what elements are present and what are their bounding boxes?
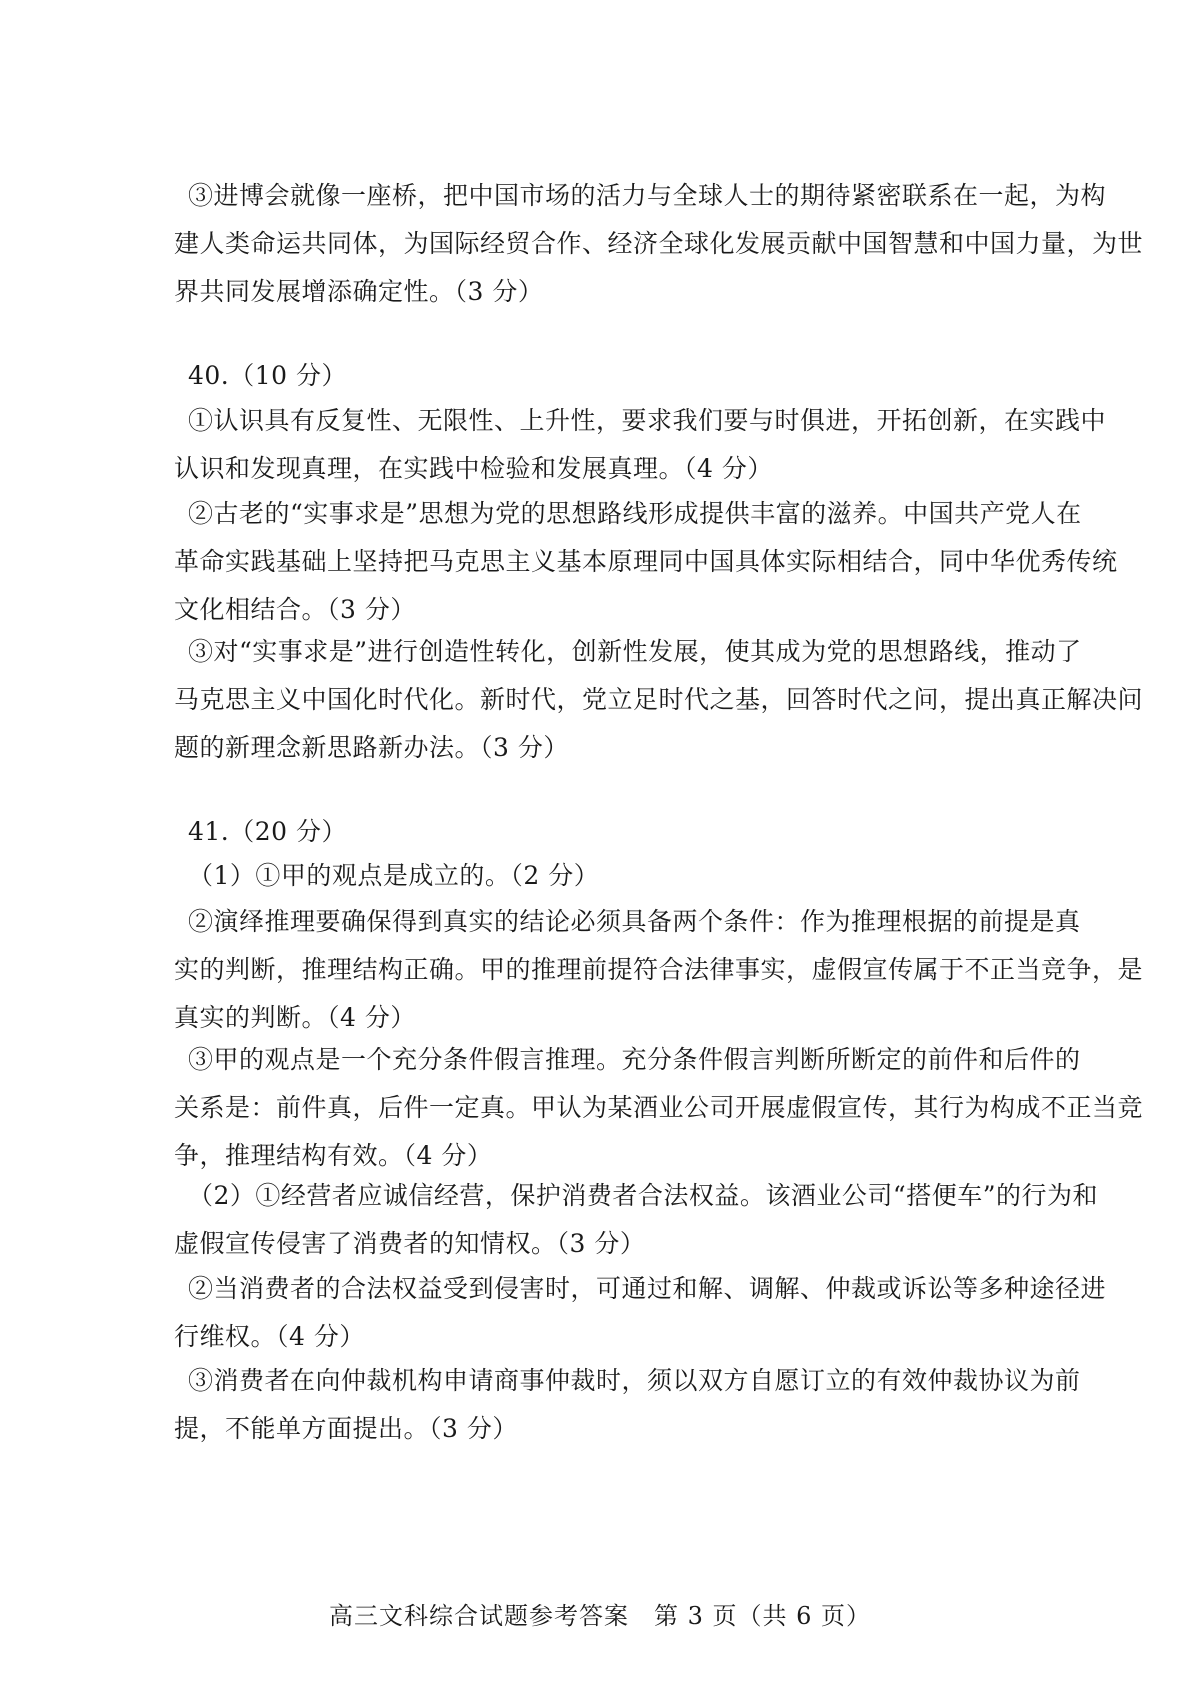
text-line: 文化相结合。（3 分） — [174, 595, 416, 624]
text-line: ③甲的观点是一个充分条件假言推理。充分条件假言判断所断定的前件和后件的 — [188, 1045, 1081, 1074]
question-41-heading: 41.（20 分） — [188, 817, 348, 846]
answer-41-1-point-2 — [174, 898, 1144, 1042]
text-line: 真实的判断。（4 分） — [174, 1003, 416, 1032]
answer-41-2-point-3 — [174, 1357, 1081, 1453]
text-line: 关系是：前件真，后件一定真。甲认为某酒业公司开展虚假宣传，其行为构成不正当竞 — [174, 1093, 1144, 1122]
answer-41-2-point-2 — [174, 1265, 1107, 1361]
text-line: （2）①经营者应诚信经营，保护消费者合法权益。该酒业公司“搭便车”的行为和 — [188, 1181, 1098, 1210]
text-line: 实的判断，推理结构正确。甲的推理前提符合法律事实，虚假宣传属于不正当竞争，是 — [174, 955, 1144, 984]
text-line: ③消费者在向仲裁机构申请商事仲裁时，须以双方自愿订立的有效仲裁协议为前 — [188, 1366, 1081, 1395]
answer-40-point-2 — [174, 490, 1118, 634]
page-footer: 高三文科综合试题参考答案 第 3 页（共 6 页） — [328, 1602, 872, 1630]
text-line: （1）①甲的观点是成立的。（2 分） — [188, 861, 600, 890]
text-line: 革命实践基础上坚持把马克思主义基本原理同中国具体实际相结合，同中华优秀传统 — [174, 547, 1118, 576]
answer-41-1-point-3 — [174, 1036, 1144, 1180]
text-line: 建人类命运共同体，为国际经贸合作、经济全球化发展贡献中国智慧和中国力量，为世 — [174, 229, 1144, 258]
answer-40-point-1 — [174, 397, 1107, 493]
text-line: ②古老的“实事求是”思想为党的思想路线形成提供丰富的滋养。中国共产党人在 — [188, 499, 1082, 528]
question-40-heading: 40.（10 分） — [188, 361, 348, 390]
text-line: 争，推理结构有效。（4 分） — [174, 1141, 493, 1170]
answer-41-1-point-1 — [174, 852, 1074, 900]
text-line: 界共同发展增添确定性。（3 分） — [174, 277, 544, 306]
text-line: ①认识具有反复性、无限性、上升性，要求我们要与时俱进，开拓创新，在实践中 — [188, 406, 1107, 435]
text-line: 马克思主义中国化时代化。新时代，党立足时代之基，回答时代之问，提出真正解决问 — [174, 685, 1144, 714]
text-line: 行维权。（4 分） — [174, 1322, 365, 1351]
text-line: ③进博会就像一座桥，把中国市场的活力与全球人士的期待紧密联系在一起，为构 — [188, 181, 1107, 210]
answer-41-2-point-1 — [174, 1172, 1098, 1268]
text-line: ②当消费者的合法权益受到侵害时，可通过和解、调解、仲裁或诉讼等多种途径进 — [188, 1274, 1107, 1303]
text-line: 题的新理念新思路新办法。（3 分） — [174, 733, 569, 762]
text-line: ③对“实事求是”进行创造性转化，创新性发展，使其成为党的思想路线，推动了 — [188, 637, 1082, 666]
text-line: 虚假宣传侵害了消费者的知情权。（3 分） — [174, 1229, 646, 1258]
text-line: ②演绎推理要确保得到真实的结论必须具备两个条件：作为推理根据的前提是真 — [188, 907, 1081, 936]
text-line: 提，不能单方面提出。（3 分） — [174, 1414, 518, 1443]
answer-39-point-3 — [174, 172, 1144, 316]
answer-40-point-3 — [174, 628, 1144, 772]
text-line: 认识和发现真理，在实践中检验和发展真理。（4 分） — [174, 454, 773, 483]
